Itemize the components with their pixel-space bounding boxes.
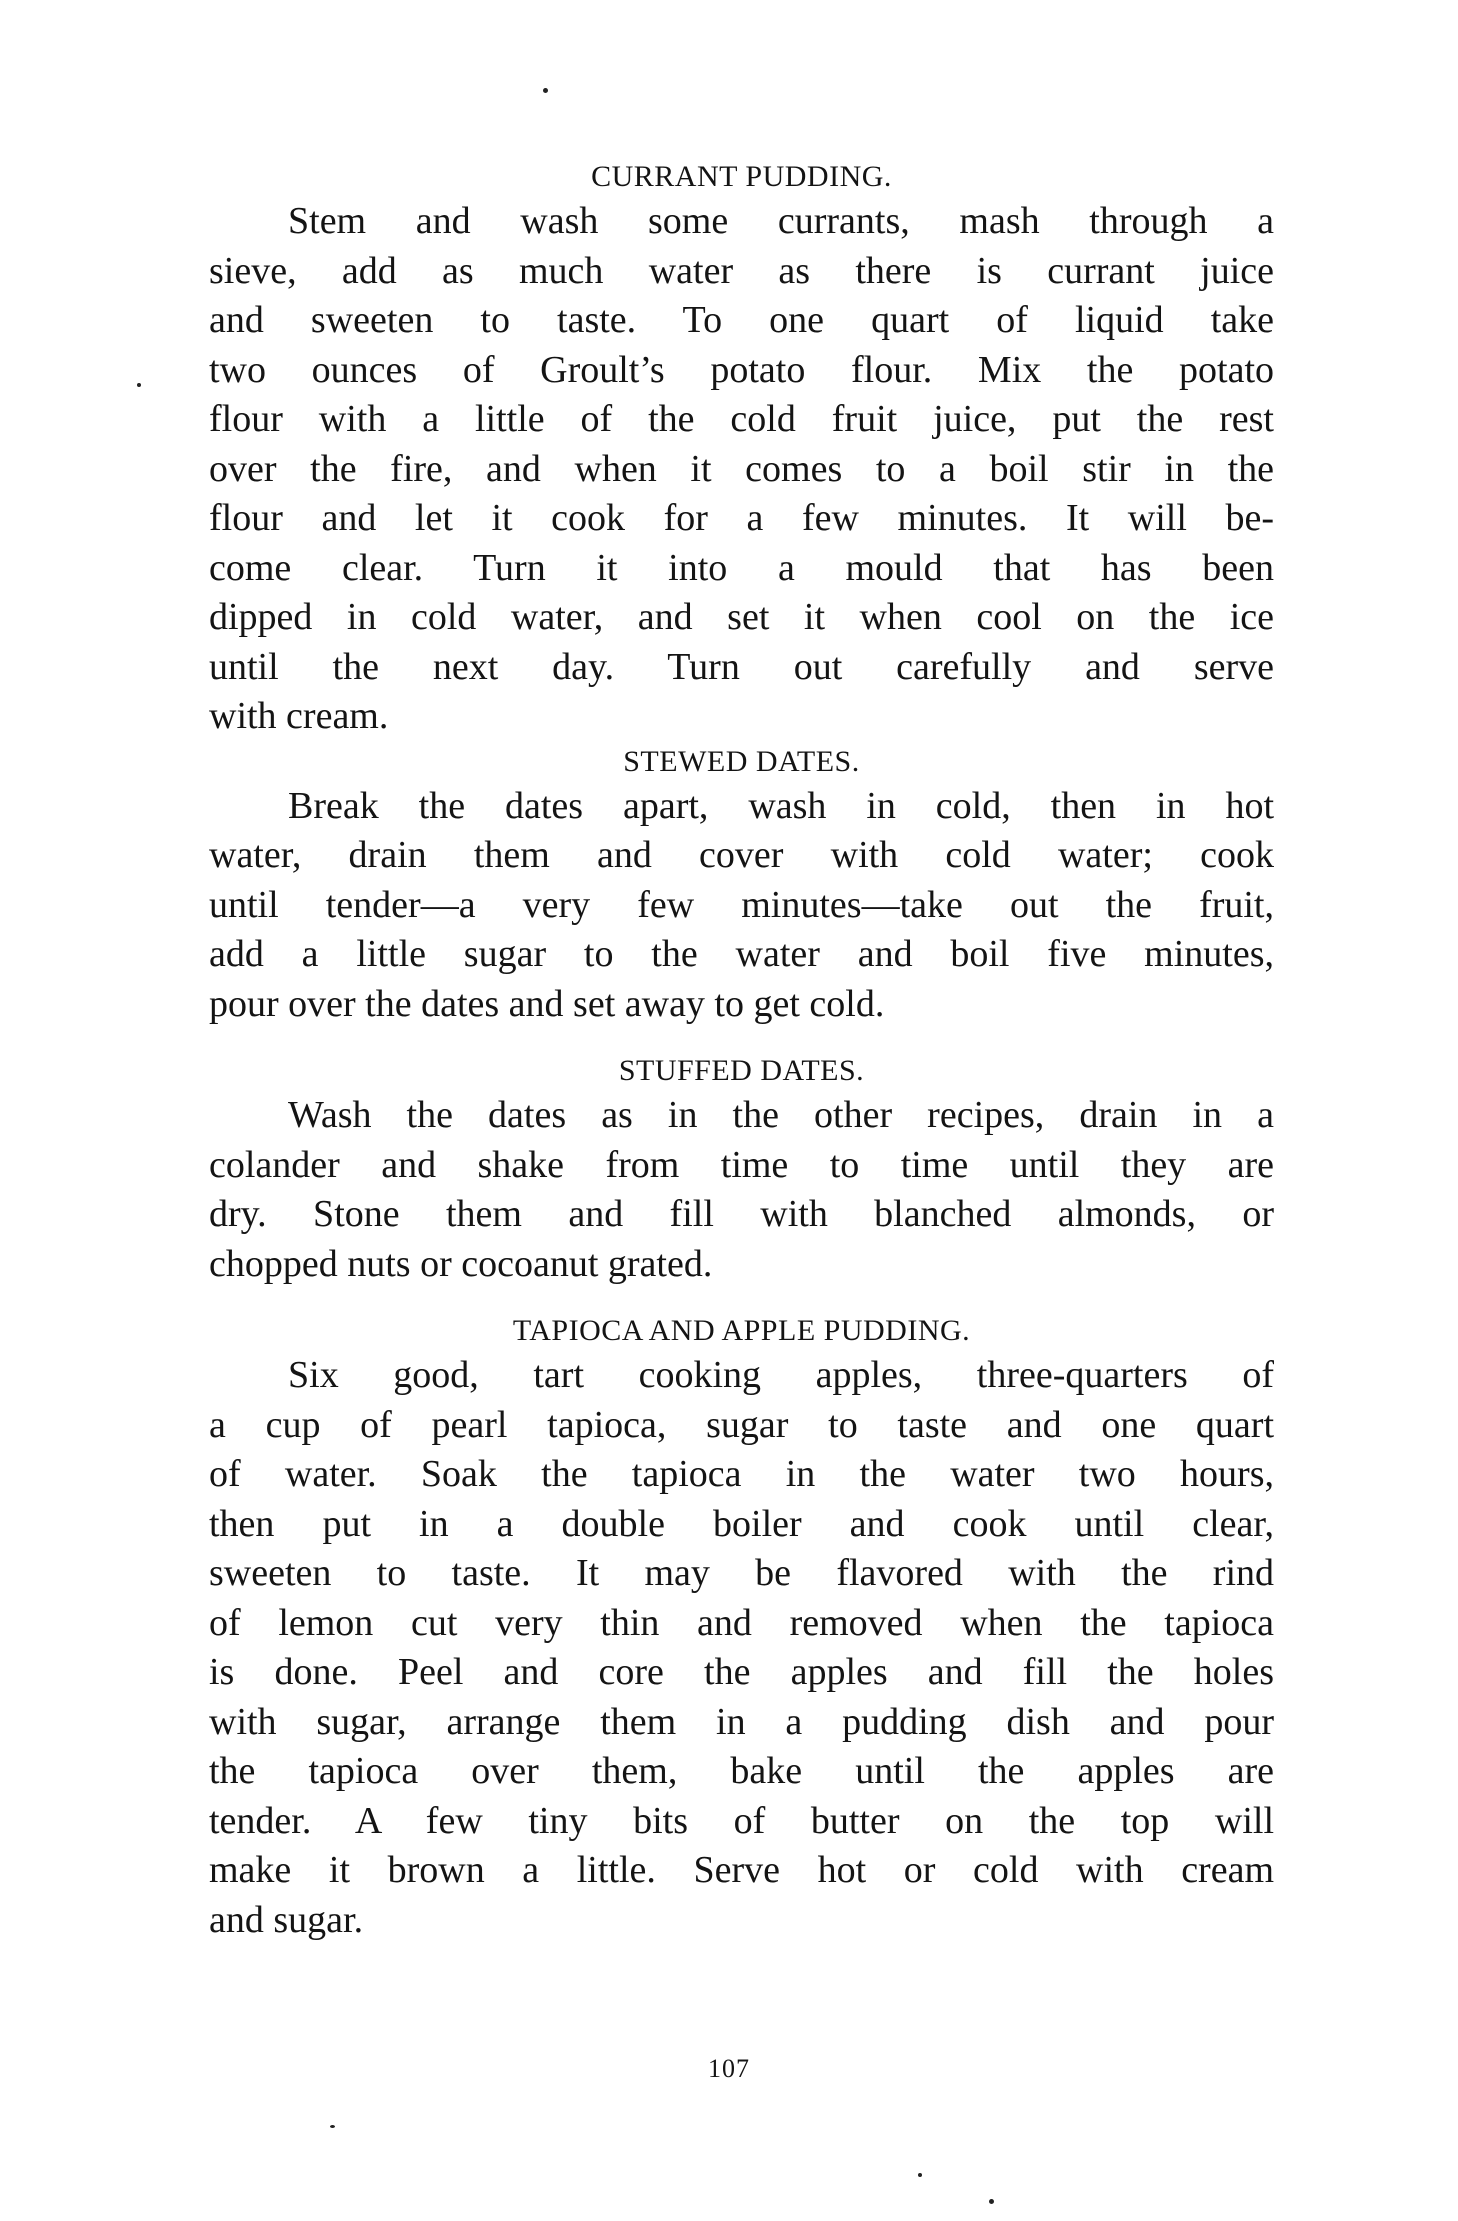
recipe-body xyxy=(209,1091,1274,1289)
section-spacer xyxy=(209,1289,1274,1311)
text-line: sweeten to taste. It may be flavored with the rind xyxy=(209,1552,1274,1594)
text-line: and sweeten to taste. To one quart of liquid take xyxy=(209,299,1274,341)
text-line: flour and let it cook for a few minutes. It will be- xyxy=(209,497,1274,539)
text-line: Stem and wash some currants, mash through a xyxy=(288,200,1274,242)
text-line: over the fire, and when it comes to a boil stir in the xyxy=(209,447,1274,490)
recipe-title: TAPIOCA AND APPLE PUDDING. xyxy=(512,1314,971,1347)
text-line: and sugar. xyxy=(209,1898,364,1941)
page-text xyxy=(209,157,1274,1945)
text-line: a cup of pearl tapioca, sugar to taste and one quart xyxy=(209,1403,1274,1446)
text-line: until tender—a very few minutes—take out the fruit, xyxy=(209,883,1274,926)
scan-speck xyxy=(137,383,141,387)
scan-speck xyxy=(918,2173,922,2177)
text-line: of water. Soak the tapioca in the water two hours, xyxy=(209,1453,1274,1495)
text-line: come clear. Turn it into a mould that has been xyxy=(209,546,1274,589)
text-line: water, drain them and cover with cold water; cook xyxy=(209,834,1274,876)
text-line: dipped in cold water, and set it when cool on the ice xyxy=(209,596,1274,638)
text-line: tender. A few tiny bits of butter on the top will xyxy=(209,1799,1274,1842)
recipe-body xyxy=(209,782,1274,1030)
recipe-title: STEWED DATES. xyxy=(623,744,860,778)
text-line: then put in a double boiler and cook until clear, xyxy=(209,1502,1274,1545)
section-spacer xyxy=(209,1029,1274,1051)
scan-speck xyxy=(543,88,548,93)
recipe-stewed-dates xyxy=(209,742,1274,1030)
text-line: until the next day. Turn out carefully and serve xyxy=(209,645,1274,688)
text-line: flour with a little of the cold fruit juice, put the rest xyxy=(209,398,1274,440)
text-line: dry. Stone them and fill with blanched almonds, or xyxy=(209,1193,1274,1235)
text-line: add a little sugar to the water and boil five minutes, xyxy=(209,933,1274,975)
text-line: with cream. xyxy=(209,695,389,737)
page-number: 107 xyxy=(708,2054,750,2083)
recipe-stuffed-dates xyxy=(209,1051,1274,1289)
text-line: Six good, tart cooking apples, three-quarters of xyxy=(288,1354,1274,1396)
text-line: pour over the dates and set away to get cold. xyxy=(209,982,885,1025)
text-line: sieve, add as much water as there is currant juice xyxy=(209,249,1274,292)
text-line: two ounces of Groult’s potato flour. Mix the potato xyxy=(209,348,1274,391)
scan-speck xyxy=(989,2199,994,2204)
text-line: is done. Peel and core the apples and fill the holes xyxy=(209,1651,1274,1693)
text-line: of lemon cut very thin and removed when the tapioca xyxy=(209,1601,1274,1644)
recipe-currant-pudding xyxy=(209,157,1274,742)
text-line: the tapioca over them, bake until the apples are xyxy=(209,1750,1274,1792)
text-line: chopped nuts or cocoanut grated. xyxy=(209,1242,713,1285)
text-line: Break the dates apart, wash in cold, then in hot xyxy=(288,784,1274,827)
recipe-body xyxy=(209,197,1274,742)
scan-speck xyxy=(330,2125,335,2128)
text-line: with sugar, arrange them in a pudding dish and pour xyxy=(209,1700,1274,1743)
text-line: make it brown a little. Serve hot or cold with cream xyxy=(209,1849,1274,1891)
recipe-tapioca-apple-pudding xyxy=(209,1311,1274,1945)
text-line: colander and shake from time to time until they are xyxy=(209,1143,1274,1186)
recipe-body xyxy=(209,1351,1274,1945)
recipe-title: CURRANT PUDDING. xyxy=(591,160,892,193)
recipe-title: STUFFED DATES. xyxy=(618,1054,865,1087)
text-line: Wash the dates as in the other recipes, drain in a xyxy=(288,1094,1274,1136)
